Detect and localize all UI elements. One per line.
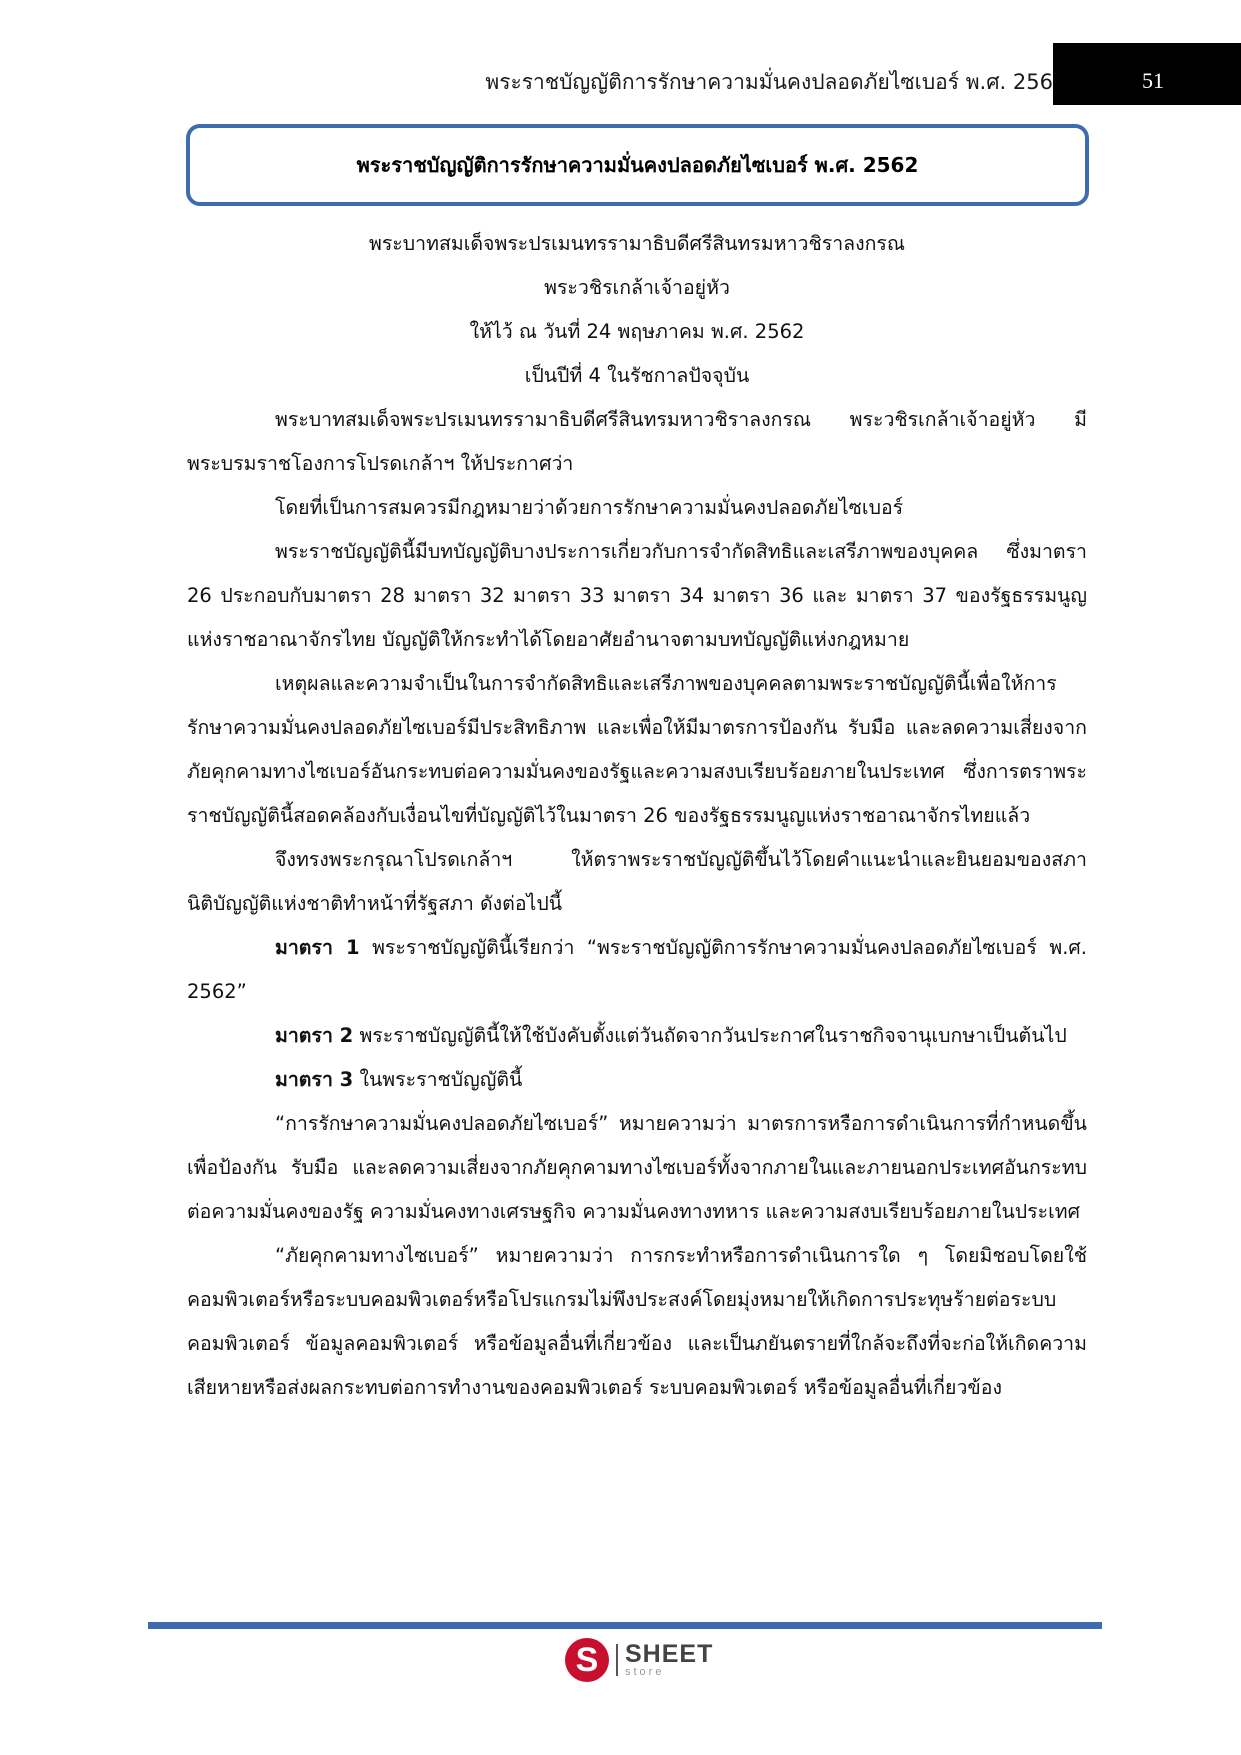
- paragraph: พระราชบัญญัตินี้มีบทบัญญัติบางประการเกี่ยวกับการจำกัดสิทธิและเสรีภาพของบุคคล ซึ่งมาตรา 26 ประกอบกับมาตรา 28 มาตรา 32 มาตรา 33 มาตรา 34 มาตรา 36 และ มาตรา 37 ของรัฐธรรมนูญแห่งราชอาณาจักรไทย บัญญัติให้กระทำได้โดยอาศัยอำนาจตามบทบัญญัติแห่งกฎหมาย: [187, 540, 1087, 651]
- title-box: [186, 124, 1089, 206]
- paragraph: พระบาทสมเด็จพระปรเมนทรรามาธิบดีศรีสินทรมหาวชิราลงกรณ พระวชิรเกล้าเจ้าอยู่หัว มีพระบรมราชโองการโปรดเกล้าฯ ให้ประกาศว่า: [187, 408, 1087, 475]
- section-1: [187, 926, 1087, 1014]
- preamble-line: พระวชิรเกล้าเจ้าอยู่หัว: [544, 276, 730, 299]
- section-label: มาตรา 2: [275, 1024, 354, 1047]
- preamble-line: เป็นปีที่ 4 ในรัชกาลปัจจุบัน: [524, 364, 750, 387]
- section-label: มาตรา 1: [275, 936, 360, 959]
- section-3: [187, 1058, 1087, 1102]
- document-title: พระราชบัญญัติการรักษาความมั่นคงปลอดภัยไซเบอร์ พ.ศ. 2562: [356, 153, 919, 177]
- preamble-line: ให้ไว้ ณ วันที่ 24 พฤษภาคม พ.ศ. 2562: [469, 320, 805, 343]
- document-body: [187, 222, 1087, 1410]
- paragraph: โดยที่เป็นการสมควรมีกฎหมายว่าด้วยการรักษาความมั่นคงปลอดภัยไซเบอร์: [275, 496, 904, 519]
- page-number: 51: [1142, 68, 1164, 93]
- section-text: ในพระราชบัญญัตินี้: [353, 1068, 523, 1091]
- definition: “การรักษาความมั่นคงปลอดภัยไซเบอร์” หมายความว่า มาตรการหรือการดำเนินการที่กำหนดขึ้นเพื่อป้องกัน รับมือ และลดความเสี่ยงจากภัยคุกคามทางไซเบอร์ทั้งจากภายในและภายนอกประเทศอันกระทบต่อความมั่นคงของรัฐ ความมั่นคงทางเศรษฐกิจ ความมั่นคงทางทหาร และความสงบเรียบร้อยภายในประเทศ: [187, 1112, 1087, 1223]
- paragraph: จึงทรงพระกรุณาโปรดเกล้าฯ ให้ตราพระราชบัญญัติขึ้นไว้โดยคำแนะนำและยินยอมของสภานิติบัญญัติแห่งชาติทำหน้าที่รัฐสภา ดังต่อไปนี้: [187, 848, 1087, 915]
- running-header-title: พระราชบัญญัติการรักษาความมั่นคงปลอดภัยไซเบอร์ พ.ศ. 256: [485, 70, 1053, 94]
- logo-sub: store: [625, 1666, 665, 1678]
- section-label: มาตรา 3: [275, 1068, 354, 1091]
- section-2: [187, 1014, 1087, 1058]
- logo-word: SHEET: [625, 1640, 714, 1668]
- sheet-store-logo: [565, 1636, 715, 1684]
- section-text: พระราชบัญญัตินี้เรียกว่า “พระราชบัญญัติการรักษาความมั่นคงปลอดภัยไซเบอร์ พ.ศ. 2562”: [187, 936, 1087, 1003]
- footer-rule: [148, 1622, 1102, 1629]
- logo-letter: S: [575, 1641, 599, 1679]
- logo-divider: [616, 1644, 618, 1676]
- logo-s-icon: [565, 1638, 609, 1682]
- logo-text: [625, 1642, 713, 1678]
- paragraph: เหตุผลและความจำเป็นในการจำกัดสิทธิและเสรีภาพของบุคคลตามพระราชบัญญัตินี้เพื่อให้การรักษาความมั่นคงปลอดภัยไซเบอร์มีประสิทธิภาพ และเพื่อให้มีมาตรการป้องกัน รับมือ และลดความเสี่ยงจากภัยคุกคามทางไซเบอร์อันกระทบต่อความมั่นคงของรัฐและความสงบเรียบร้อยภายในประเทศ ซึ่งการตราพระราชบัญญัตินี้สอดคล้องกับเงื่อนไขที่บัญญัติไว้ในมาตรา 26 ของรัฐธรรมนูญแห่งราชอาณาจักรไทยแล้ว: [187, 672, 1087, 827]
- definition: “ภัยคุกคามทางไซเบอร์” หมายความว่า การกระทำหรือการดำเนินการใด ๆ โดยมิชอบโดยใช้คอมพิวเตอร์หรือระบบคอมพิวเตอร์หรือโปรแกรมไม่พึงประสงค์โดยมุ่งหมายให้เกิดการประทุษร้ายต่อระบบคอมพิวเตอร์ ข้อมูลคอมพิวเตอร์ หรือข้อมูลอื่นที่เกี่ยวข้อง และเป็นภยันตรายที่ใกล้จะถึงที่จะก่อให้เกิดความเสียหายหรือส่งผลกระทบต่อการทำงานของคอมพิวเตอร์ ระบบคอมพิวเตอร์ หรือข้อมูลอื่นที่เกี่ยวข้อง: [187, 1244, 1087, 1399]
- preamble-line: พระบาทสมเด็จพระปรเมนทรรามาธิบดีศรีสินทรมหาวชิราลงกรณ: [368, 232, 905, 255]
- section-text: พระราชบัญญัตินี้ให้ใช้บังคับตั้งแต่วันถัดจากวันประกาศในราชกิจจานุเบกษาเป็นต้นไป: [353, 1024, 1067, 1047]
